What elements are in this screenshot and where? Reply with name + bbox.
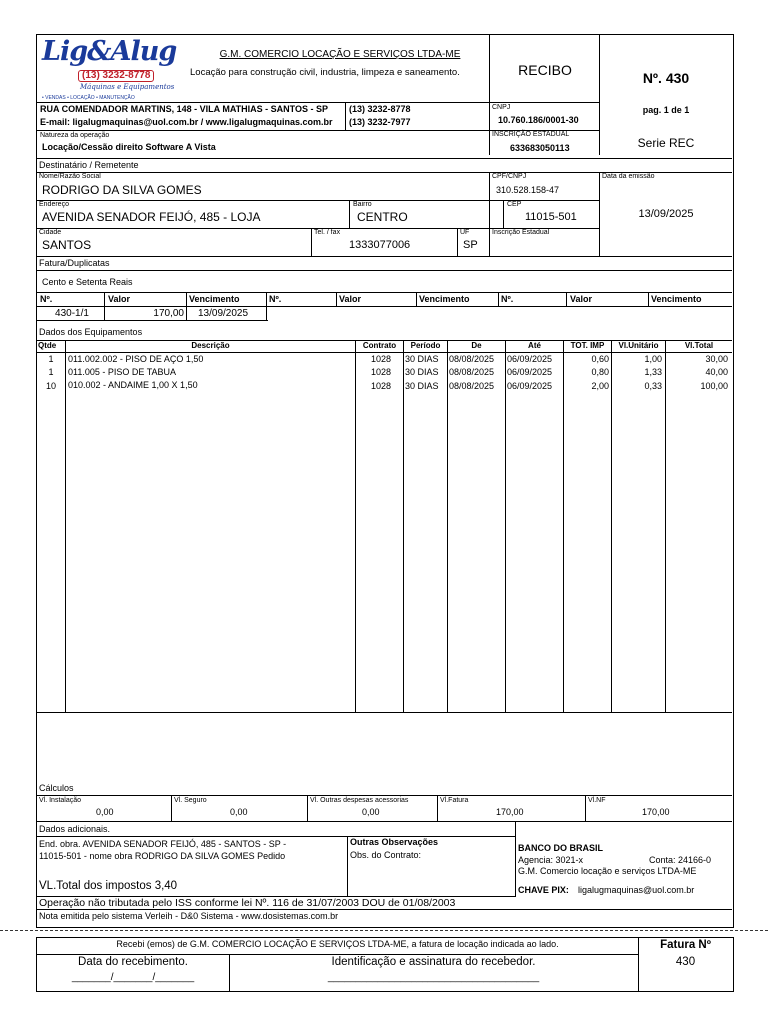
rule xyxy=(515,821,516,896)
rule xyxy=(104,292,105,306)
cell-contract: 1028 xyxy=(370,367,391,377)
rule xyxy=(345,102,346,130)
recipient-cep: 11015-501 xyxy=(525,211,577,223)
section-additional: Dados adicionais. xyxy=(39,824,111,834)
installment-number: 430-1/1 xyxy=(55,308,89,319)
cep-label: CEP xyxy=(507,201,522,208)
company-phone-1: (13) 3232-8778 xyxy=(349,104,411,114)
cell-desc: 011.005 - PISO DE TABUA xyxy=(68,367,177,377)
th-total: Vl.Total xyxy=(684,341,714,350)
recipient-doc: 310.528.158-47 xyxy=(496,185,560,195)
th-tot-imp: TOT. IMP xyxy=(570,341,605,350)
rule xyxy=(665,340,666,712)
cell-unit: 0,33 xyxy=(644,381,662,391)
city-label: Cidade xyxy=(39,229,62,236)
rule xyxy=(347,836,348,896)
bank-agency: Agencia: 3021-x xyxy=(518,855,584,865)
th-to: Até xyxy=(528,341,541,350)
cell-tot-imp: 0,80 xyxy=(591,367,609,377)
rule xyxy=(349,200,350,228)
col-value-1: Valor xyxy=(108,294,131,304)
rule xyxy=(563,340,564,712)
main-form-border xyxy=(36,34,734,928)
col-no-2: Nº. xyxy=(269,294,282,304)
rule xyxy=(416,292,417,306)
rule xyxy=(37,256,732,257)
other-obs-label: Outras Observações xyxy=(350,837,439,847)
th-unit: Vl.Unitário xyxy=(618,341,659,350)
cell-total: 30,00 xyxy=(705,354,728,364)
rule xyxy=(37,270,732,271)
rule xyxy=(37,712,732,713)
receipt-signature-label: Identificação e assinatura do recebedor. xyxy=(331,956,536,968)
district-label: Bairro xyxy=(353,201,372,208)
rule xyxy=(457,228,458,256)
pix-label: CHAVE PIX: xyxy=(518,885,569,895)
section-invoice: Fatura/Duplicatas xyxy=(39,258,110,268)
cell-tot-imp: 0,60 xyxy=(591,354,609,364)
doc-series: Serie REC xyxy=(637,136,695,150)
system-note: Nota emitida pelo sistema Verleih - D&0 Sistema - www.dosistemas.com.br xyxy=(39,911,339,921)
company-logo xyxy=(38,36,188,102)
cell-desc: 010.002 - ANDAIME 1,00 X 1,50 xyxy=(68,380,198,390)
rule xyxy=(186,292,187,306)
ie-label: INSCRIÇÃO ESTADUAL xyxy=(492,131,570,138)
rule xyxy=(447,340,448,712)
rule xyxy=(37,292,732,293)
cell-unit: 1,33 xyxy=(644,367,662,377)
receipt-date-label: Data do recebimento. xyxy=(78,956,188,968)
cell-from: 08/08/2025 xyxy=(449,354,495,364)
cell-from: 08/08/2025 xyxy=(449,367,495,377)
installment-value: 170,00 xyxy=(153,308,184,319)
page-indicator: pag. 1 de 1 xyxy=(642,105,690,115)
cell-desc: 011.002.002 - PISO DE AÇO 1,50 xyxy=(68,354,204,364)
invoice-value-label: Vl.Fatura xyxy=(440,797,469,804)
rule xyxy=(585,795,586,821)
cell-to: 06/09/2025 xyxy=(507,367,553,377)
cell-total: 100,00 xyxy=(700,381,728,391)
th-period: Período xyxy=(410,341,441,350)
phone-label: Tel. / fax xyxy=(314,229,341,236)
recipient-address: AVENIDA SENADOR FEIJÓ, 485 - LOJA xyxy=(42,210,261,224)
th-qty: Qtde xyxy=(38,341,57,350)
section-equipment: Dados dos Equipamentos xyxy=(39,327,143,337)
cell-qty: 1 xyxy=(48,354,54,364)
cell-contract: 1028 xyxy=(370,381,391,391)
receipt-invoice-label: Fatura Nº xyxy=(660,939,711,951)
install-value: 0,00 xyxy=(96,807,114,817)
rule xyxy=(37,306,732,307)
rule xyxy=(37,352,732,353)
account-holder: G.M. Comercio locação e serviços LTDA-ME xyxy=(518,866,697,876)
logo-tagline: Máquinas e Equipamentos xyxy=(80,83,175,91)
pix-key: ligalugmaquinas@uol.com.br xyxy=(578,885,695,895)
company-email: E-mail: ligalugmaquinas@uol.com.br / www.ligalugmaquinas.com.br xyxy=(40,117,333,127)
nf-value: 170,00 xyxy=(642,807,670,817)
col-due-1: Vencimento xyxy=(189,294,240,304)
insurance-label: Vl. Seguro xyxy=(174,797,207,804)
rule xyxy=(503,200,504,228)
doc-label: CPF/CNPJ xyxy=(492,173,527,180)
recipient-city: SANTOS xyxy=(42,238,92,252)
address-label: Endereço xyxy=(39,201,69,208)
logo-phone: (13) 3232-8778 xyxy=(78,70,154,82)
rule xyxy=(171,795,172,821)
operation-label: Natureza da operação xyxy=(40,132,110,139)
other-costs-label: Vl. Outras despesas acessorias xyxy=(310,797,409,804)
cell-period: 30 DIAS xyxy=(405,381,439,391)
rule xyxy=(307,795,308,821)
receipt-date-blank: _______/_______/_______ xyxy=(71,972,195,983)
company-activity: Locação para construção civil, industria, limpeza e saneamento. xyxy=(190,67,460,78)
rule xyxy=(37,821,732,822)
cell-total: 40,00 xyxy=(705,367,728,377)
doc-type: RECIBO xyxy=(518,62,572,78)
recipient-name: RODRIGO DA SILVA GOMES xyxy=(42,183,202,197)
logo-services: • VENDAS • LOCAÇÃO • MANUTENÇÃO xyxy=(42,95,135,101)
col-no-3: Nº. xyxy=(501,294,514,304)
cell-qty: 10 xyxy=(45,381,56,391)
bank-account: Conta: 24166-0 xyxy=(649,855,712,865)
recipient-phone: 1333077006 xyxy=(349,239,411,251)
cell-period: 30 DIAS xyxy=(405,354,439,364)
col-due-2: Vencimento xyxy=(419,294,470,304)
work-address-line-2: 11015-501 - nome obra RODRIGO DA SILVA GOMES Pedido xyxy=(39,851,286,861)
rule xyxy=(65,340,66,712)
nf-value-label: Vl.NF xyxy=(588,797,606,804)
rule xyxy=(505,340,506,712)
rule xyxy=(336,292,337,306)
receipt-text: Recebi (emos) de G.M. COMERCIO LOCAÇÃO E SERVIÇOS LTDA-ME, a fatura de locação indicada ao lado. xyxy=(116,939,559,949)
cell-from: 08/08/2025 xyxy=(449,381,495,391)
cell-to: 06/09/2025 xyxy=(507,381,553,391)
rule xyxy=(37,909,732,910)
cell-contract: 1028 xyxy=(370,354,391,364)
col-value-2: Valor xyxy=(339,294,362,304)
th-from: De xyxy=(471,341,482,350)
rule xyxy=(186,306,187,320)
uf-label: UF xyxy=(460,229,470,236)
rule xyxy=(37,320,268,321)
installment-due: 13/09/2025 xyxy=(198,308,249,319)
rule xyxy=(403,340,404,712)
rule xyxy=(37,158,732,159)
section-recipient: Destinatário / Remetente xyxy=(39,160,139,170)
insurance-value: 0,00 xyxy=(230,807,248,817)
rule xyxy=(566,292,567,306)
operation-value: Locação/Cessão direito Software A Vista xyxy=(42,142,216,152)
col-value-3: Valor xyxy=(570,294,593,304)
receipt-invoice-number: 430 xyxy=(675,956,696,968)
cell-unit: 1,00 xyxy=(644,354,662,364)
th-contract: Contrato xyxy=(362,341,397,350)
rule xyxy=(37,836,516,837)
col-no-1: Nº. xyxy=(40,294,53,304)
name-label: Nome/Razão Social xyxy=(39,173,101,180)
rule xyxy=(266,292,267,306)
bank-name: BANCO DO BRASIL xyxy=(518,843,603,853)
date-label: Data da emissão xyxy=(602,173,655,180)
cnpj-label: CNPJ xyxy=(492,104,511,111)
receipt-signature-blank: ______________________________________ xyxy=(327,972,540,983)
rule xyxy=(648,292,649,306)
company-cnpj: 10.760.186/0001-30 xyxy=(498,115,579,125)
tax-note: Operação não tributada pelo ISS conforme lei Nº. 116 de 31/07/2003 DOU de 01/08/2003 xyxy=(39,897,456,909)
company-name: G.M. COMERCIO LOCAÇÃO E SERVIÇOS LTDA-ME xyxy=(219,49,461,60)
company-ie: 633683050113 xyxy=(510,143,570,153)
col-due-3: Vencimento xyxy=(651,294,702,304)
contract-obs-label: Obs. do Contrato: xyxy=(350,850,422,860)
rule xyxy=(311,228,312,256)
rule xyxy=(437,795,438,821)
recipient-district: CENTRO xyxy=(357,210,408,224)
rule xyxy=(37,795,732,796)
rule xyxy=(498,292,499,306)
company-phone-2: (13) 3232-7977 xyxy=(349,117,411,127)
work-address-line-1: End. obra. AVENIDA SENADOR FEIJÓ, 485 - SANTOS - SP - xyxy=(39,839,287,849)
cut-line xyxy=(0,930,768,931)
rule xyxy=(37,102,600,103)
doc-number: Nº. 430 xyxy=(642,70,690,86)
recipient-uf: SP xyxy=(463,239,478,251)
th-desc: Descrição xyxy=(191,341,230,350)
invoice-value: 170,00 xyxy=(496,807,524,817)
other-costs-value: 0,00 xyxy=(362,807,380,817)
section-calc: Cálculos xyxy=(39,783,74,793)
rule xyxy=(266,306,267,320)
cell-tot-imp: 2,00 xyxy=(591,381,609,391)
logo-text: Lig&Alug xyxy=(42,36,177,67)
rule xyxy=(355,340,356,712)
state-reg-label: Inscrição Estadual xyxy=(492,229,550,236)
cell-to: 06/09/2025 xyxy=(507,354,553,364)
company-address: RUA COMENDADOR MARTINS, 148 - VILA MATHIAS - SANTOS - SP xyxy=(40,104,329,114)
cell-qty: 1 xyxy=(48,367,54,377)
total-taxes: VL.Total dos impostos 3,40 xyxy=(39,880,178,892)
install-label: Vl. Instalação xyxy=(39,797,82,804)
cell-period: 30 DIAS xyxy=(405,367,439,377)
amount-in-words: Cento e Setenta Reais xyxy=(42,277,133,287)
rule xyxy=(489,172,490,256)
rule xyxy=(37,954,638,955)
emission-date: 13/09/2025 xyxy=(638,208,694,220)
rule xyxy=(611,340,612,712)
